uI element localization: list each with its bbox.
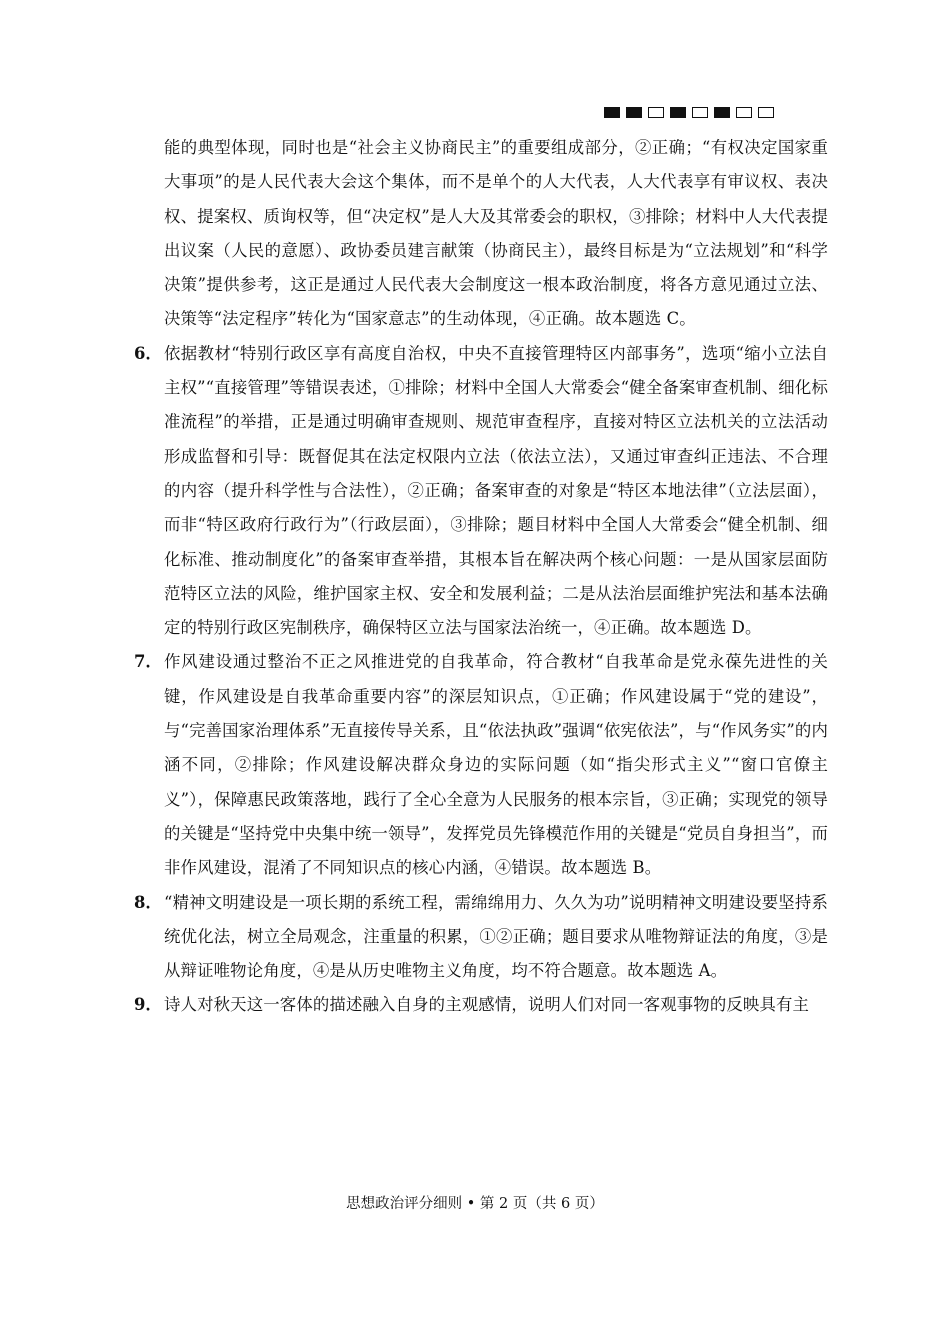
item-number: 9．: [134, 995, 163, 1015]
marker-square: [758, 107, 774, 118]
answer-content: [128, 131, 828, 1023]
answer-item-8: [128, 886, 828, 989]
marker-square: [648, 107, 664, 118]
continuation-paragraph: 能的典型体现，同时也是“社会主义协商民主”的重要组成部分，②正确；“有权决定国家重大事项”的是人民代表大会这个集体，而不是单个的人大代表，人大代表享有审议权、表决权、提案权、质询权等，但“决定权”是人大及其常委会的职权，③排除；材料中人大代表提出议案（人民的意愿）、政协委员建言献策（协商民主），最终目标是为“立法规划”和“科学决策”提供参考，这正是通过人民代表大会制度这一根本政治制度，将各方意见通过立法、决策等“法定程序”转化为“国家意志”的生动体现，④正确。故本题选 C。: [164, 138, 828, 329]
item-text: 依据教材“特别行政区享有高度自治权，中央不直接管理特区内部事务”，选项“缩小立法自主权”“直接管理”等错误表述，①排除；材料中全国人大常委会“健全备案审查机制、细化标准流程”的举措，正是通过明确审查规则、规范审查程序，直接对特区立法机关的立法活动形成监督和引导：既督促其在法定权限内立法（依法立法），又通过审查纠正违法、不合理的内容（提升科学性与合法性），②正确；备案审查的对象是“特区本地法律”（立法层面），而非“特区政府行政行为”（行政层面），③排除；题目材料中全国人大常委会“健全机制、细化标准、推动制度化”的备案审查举措，其根本旨在解决两个核心问题：一是从国家层面防范特区立法的风险，维护国家主权、安全和发展利益；二是从法治层面维护宪法和基本法确定的特别行政区宪制秩序，确保特区立法与国家法治统一，④正确。故本题选 D。: [164, 343, 828, 638]
item-number: 7．: [134, 652, 163, 672]
marker-square: [692, 107, 708, 118]
marker-square: [714, 107, 730, 118]
item-number: 8．: [134, 892, 163, 912]
marker-square: [626, 107, 642, 118]
page-footer: 思想政治评分细则 • 第 2 页（共 6 页）: [346, 1196, 604, 1212]
answer-item-6: [128, 337, 828, 646]
item-text: “精神文明建设是一项长期的系统工程，需绵绵用力、久久为功”说明精神文明建设要坚持系统优化法，树立全局观念，注重量的积累，①②正确；题目要求从唯物辩证法的角度，③是从辩证唯物论角度，④是从历史唯物主义角度，均不符合题意。故本题选 A。: [164, 892, 828, 981]
marker-square: [736, 107, 752, 118]
item-text: 诗人对秋天这一客体的描述融入自身的主观感情，说明人们对同一客观事物的反映具有主: [164, 995, 810, 1015]
marker-square: [604, 107, 620, 118]
item-number: 6．: [134, 343, 163, 363]
page-marker-row: [604, 107, 774, 118]
answer-item-9: [128, 988, 828, 1022]
item-text: 作风建设通过整治不正之风推进党的自我革命，符合教材“自我革命是党永葆先进性的关键，作风建设是自我革命重要内容”的深层知识点，①正确；作风建设属于“党的建设”，与“完善国家治理体系”无直接传导关系，且“依法执政”强调“依宪依法”，与“作风务实”的内涵不同，②排除；作风建设解决群众身边的实际问题（如“指尖形式主义”“窗口官僚主义”），保障惠民政策落地，践行了全心全意为人民服务的根本宗旨，③正确；实现党的领导的关键是“坚持党中央集中统一领导”，发挥党员先锋模范作用的关键是“党员自身担当”，而非作风建设，混淆了不同知识点的核心内涵，④错误。故本题选 B。: [164, 652, 828, 878]
marker-square: [670, 107, 686, 118]
answer-item-7: [128, 645, 828, 885]
